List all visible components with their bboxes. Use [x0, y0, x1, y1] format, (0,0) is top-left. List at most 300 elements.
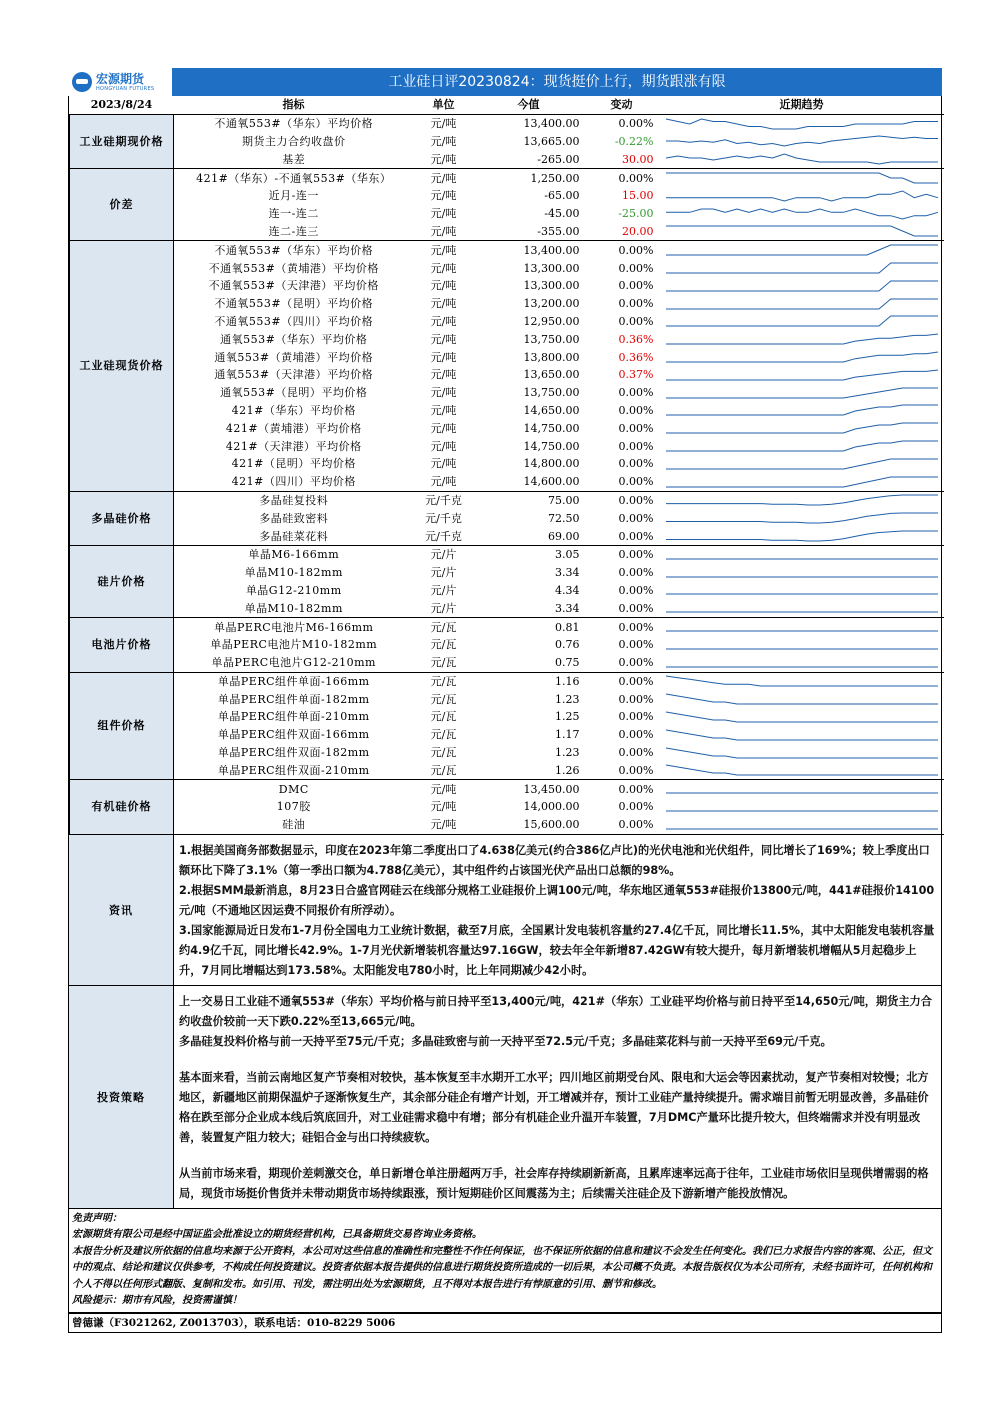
trend-sparkline	[660, 761, 944, 779]
sparkline-line	[666, 423, 938, 433]
trend-sparkline	[660, 241, 944, 259]
change-cell: 0.00%	[618, 583, 654, 597]
table-row	[70, 761, 944, 779]
change-cell: 0.00%	[618, 117, 654, 131]
sparkline-chart	[664, 243, 940, 257]
col-header-trend: 近期趋势	[660, 96, 944, 114]
trend-sparkline	[660, 708, 944, 726]
change-cell: 0.00%	[618, 710, 654, 724]
sparkline-chart	[664, 782, 940, 796]
indicator-name: 421#（华东）-不通氧553#（华东）	[196, 171, 392, 185]
table-row	[70, 114, 944, 132]
trend-sparkline	[660, 348, 944, 366]
indicator-name: 单晶PERC组件双面-166mm	[217, 728, 370, 742]
strategy-paragraph: 从当前市场来看，期现价差刺激交仓，单日新增仓单注册超两万手，社会库存持续刷新新高，且累库速率远高于往年，工业硅市场依旧呈现供增需弱的格局，现货市场挺价售货并未带动期货市场持续跟涨，预计短期硅价区间震荡为主；后续需关注硅企及下游新增产能投放情况。	[179, 1166, 929, 1200]
report-date: 2023/8/24	[70, 96, 174, 114]
table-row	[70, 259, 944, 277]
sparkline-chart	[664, 207, 940, 221]
change-cell: 0.00%	[618, 746, 654, 760]
price-table	[69, 96, 944, 835]
trend-sparkline	[660, 545, 944, 563]
trend-sparkline	[660, 672, 944, 690]
table-row	[70, 780, 944, 798]
indicator-name: 单晶M10-182mm	[174, 599, 414, 617]
unit-cell: 元/瓦	[430, 746, 457, 760]
sparkline-line	[666, 263, 938, 273]
change-cell: 0.00%	[618, 782, 654, 796]
table-row	[70, 187, 944, 205]
sparkline-chart	[664, 548, 940, 562]
indicator-name: 单晶PERC组件单面-210mm	[217, 710, 370, 724]
value-cell: 75.00	[548, 493, 580, 507]
sparkline-line	[666, 370, 938, 380]
unit-cell: 元/吨	[430, 189, 457, 203]
value-cell: 3.34	[555, 566, 580, 580]
indicator-name: 单晶PERC组件双面-210mm	[174, 761, 414, 779]
trend-sparkline	[660, 816, 944, 834]
sparkline-chart	[664, 297, 940, 311]
indicator-name: 421#（天津港）平均价格	[225, 439, 362, 453]
value-cell: 0.75	[474, 654, 584, 672]
trend-sparkline	[660, 223, 944, 241]
sparkline-line	[666, 281, 938, 291]
strategy-paragraph: 多晶硅复投料价格与前一天持平至75元/千克；多晶硅致密与前一天持平至72.5元/千克；多晶硅菜花料与前一天持平至69元/千克。	[179, 1034, 832, 1048]
sparkline-chart	[664, 350, 940, 364]
indicator-name: 期货主力合约收盘价	[242, 134, 346, 148]
report-page	[68, 68, 942, 1333]
unit-cell: 元/吨	[430, 439, 457, 453]
change-cell: 0.00%	[618, 297, 654, 311]
change-cell: 0.00%	[618, 439, 654, 453]
value-cell: 3.05	[555, 548, 580, 562]
unit-cell: 元/片	[430, 566, 457, 580]
category-label: 价差	[70, 169, 174, 241]
indicator-name: 多晶硅复投料	[259, 493, 329, 507]
value-cell: 4.34	[555, 583, 580, 597]
sparkline-chart	[664, 728, 940, 742]
table-row	[70, 455, 944, 473]
change-cell: 0.00%	[618, 243, 654, 257]
category-label: 多晶硅价格	[70, 491, 174, 545]
trend-sparkline	[660, 636, 944, 654]
value-cell: 13,650.00	[523, 368, 580, 382]
unit-cell: 元/吨	[430, 314, 457, 328]
sparkline-chart	[664, 511, 940, 525]
sparkline-chart	[664, 261, 940, 275]
unit-cell: 元/吨	[414, 223, 474, 241]
table-row	[70, 330, 944, 348]
logo-name: 宏源期货	[96, 71, 145, 86]
table-row	[70, 419, 944, 437]
category-label: 组件价格	[70, 672, 174, 780]
sparkline-line	[666, 245, 938, 255]
news-body	[174, 835, 941, 985]
value-cell: 1.23	[555, 692, 580, 706]
sparkline-chart	[664, 134, 940, 148]
trend-sparkline	[660, 509, 944, 527]
indicator-name: 单晶PERC电池片M6-166mm	[214, 620, 374, 634]
value-cell: 14,800.00	[523, 457, 580, 471]
sparkline-chart	[664, 421, 940, 435]
change-cell: 0.00%	[618, 728, 654, 742]
change-cell: 0.00%	[584, 599, 660, 617]
change-cell: 0.00%	[618, 511, 654, 525]
sparkline-line	[666, 477, 938, 487]
indicator-name: 421#（昆明）平均价格	[231, 457, 356, 471]
sparkline-line	[666, 694, 938, 704]
change-cell: 0.00%	[618, 800, 654, 814]
table-row	[70, 690, 944, 708]
news-item: 1.根据美国商务部数据显示，印度在2023年第二季度出口了4.638亿美元(约合386亿卢比)的光伏电池和光伏组件，同比增长了169%；较上季度出口额环比下降了3.1%（第一季出口额为4.788亿美元），其中组件约占该国光伏产品出口总额的98%。	[179, 843, 930, 877]
change-cell: 0.00%	[618, 386, 654, 400]
trend-sparkline	[660, 491, 944, 509]
change-cell: 0.00%	[618, 566, 654, 580]
value-cell: 13,200.00	[523, 297, 580, 311]
change-cell: 0.00%	[584, 816, 660, 834]
trend-sparkline	[660, 402, 944, 420]
col-header-value: 今值	[474, 96, 584, 114]
sparkline-line	[666, 459, 938, 469]
change-cell: 0.00%	[618, 548, 654, 562]
strategy-section	[68, 986, 942, 1209]
sparkline-line	[666, 748, 938, 758]
value-cell: 13,800.00	[523, 350, 580, 364]
indicator-name: 107胶	[276, 800, 311, 814]
category-label: 工业硅现货价格	[70, 241, 174, 491]
sparkline-line	[666, 299, 938, 309]
disclaimer	[68, 1209, 942, 1313]
value-cell: 14,000.00	[523, 800, 580, 814]
trend-sparkline	[660, 618, 944, 636]
trend-sparkline	[660, 150, 944, 168]
indicator-name: 不通氧553#（昆明）平均价格	[214, 297, 374, 311]
unit-cell: 元/吨	[430, 457, 457, 471]
sparkline-line	[666, 765, 938, 775]
change-cell: 0.36%	[618, 350, 654, 364]
change-cell: 0.00%	[618, 620, 654, 634]
unit-cell: 元/吨	[430, 800, 457, 814]
sparkline-chart	[664, 314, 940, 328]
unit-cell: 元/吨	[430, 117, 457, 131]
indicator-name: 连一-连二	[268, 207, 319, 221]
sparkline-chart	[664, 493, 940, 507]
sparkline-line	[666, 136, 938, 146]
table-row	[70, 798, 944, 816]
change-cell: 0.00%	[618, 171, 654, 185]
trend-sparkline	[660, 277, 944, 295]
indicator-name: DMC	[278, 782, 309, 796]
unit-cell: 元/瓦	[430, 674, 457, 688]
value-cell: 15,600.00	[474, 816, 584, 834]
table-row	[70, 366, 944, 384]
value-cell: 14,600.00	[474, 473, 584, 491]
change-cell: 0.00%	[618, 674, 654, 688]
change-cell: 0.00%	[618, 261, 654, 275]
trend-sparkline	[660, 690, 944, 708]
trend-sparkline	[660, 564, 944, 582]
sparkline-line	[666, 173, 938, 183]
value-cell: -45.00	[544, 207, 580, 221]
change-cell: 0.00%	[618, 314, 654, 328]
indicator-name: 单晶PERC组件单面-182mm	[217, 692, 370, 706]
indicator-name: 单晶PERC电池片M10-182mm	[210, 638, 378, 652]
sparkline-chart	[664, 189, 940, 203]
value-cell: 14,650.00	[523, 403, 580, 417]
change-cell: 0.00%	[584, 654, 660, 672]
unit-cell: 元/吨	[414, 150, 474, 168]
disclaimer-line: 风险提示：期市有风险，投资需谨慎！	[72, 1295, 242, 1307]
table-row	[70, 726, 944, 744]
table-row	[70, 491, 944, 509]
strategy-paragraph: 上一交易日工业硅不通氧553#（华东）平均价格与前日持平至13,400元/吨，421#（华东）工业硅平均价格与前日持平至14,650元/吨，期货主力合约收盘价较前一天下跌0.22%至13,665元/吨。	[179, 994, 932, 1028]
sparkline-line	[666, 531, 938, 541]
table-row	[70, 473, 944, 491]
category-label: 硅片价格	[70, 545, 174, 617]
company-logo	[68, 68, 172, 96]
trend-sparkline	[660, 654, 944, 672]
trend-sparkline	[660, 437, 944, 455]
table-row	[70, 816, 944, 834]
value-cell: 12,950.00	[523, 314, 580, 328]
indicator-name: 421#（黄埔港）平均价格	[225, 421, 362, 435]
report-header	[68, 68, 942, 96]
logo-mark-icon	[72, 72, 92, 92]
value-cell: 13,750.00	[523, 332, 580, 346]
sparkline-line	[666, 730, 938, 740]
logo-subtitle: HONGYUAN FUTURES	[96, 85, 155, 92]
sparkline-line	[666, 676, 938, 686]
indicator-name: 近月-连一	[268, 189, 319, 203]
change-cell: 0.00%	[618, 403, 654, 417]
sparkline-chart	[664, 529, 940, 543]
unit-cell: 元/吨	[430, 386, 457, 400]
value-cell: -65.00	[544, 189, 580, 203]
table-row	[70, 618, 944, 636]
table-row	[70, 169, 944, 187]
unit-cell: 元/吨	[430, 297, 457, 311]
table-row	[70, 708, 944, 726]
sparkline-chart	[664, 746, 940, 760]
value-cell: -265.00	[474, 150, 584, 168]
unit-cell: 元/千克	[425, 511, 462, 525]
unit-cell: 元/吨	[430, 421, 457, 435]
table-row	[70, 205, 944, 223]
trend-sparkline	[660, 419, 944, 437]
unit-cell: 元/瓦	[414, 761, 474, 779]
unit-cell: 元/瓦	[430, 692, 457, 706]
sparkline-chart	[664, 800, 940, 814]
trend-sparkline	[660, 366, 944, 384]
change-cell: 0.00%	[618, 421, 654, 435]
unit-cell: 元/吨	[430, 243, 457, 257]
trend-sparkline	[660, 187, 944, 205]
unit-cell: 元/吨	[430, 171, 457, 185]
value-cell: 13,665.00	[523, 134, 580, 148]
unit-cell: 元/吨	[430, 332, 457, 346]
indicator-name: 通氧553#（天津港）平均价格	[214, 368, 374, 382]
sparkline-chart	[664, 763, 940, 777]
unit-cell: 元/片	[414, 599, 474, 617]
sparkline-line	[666, 513, 938, 523]
sparkline-line	[666, 119, 938, 129]
table-row	[70, 744, 944, 762]
sparkline-chart	[664, 368, 940, 382]
unit-cell: 元/千克	[425, 493, 462, 507]
value-cell: 0.81	[555, 620, 580, 634]
sparkline-line	[666, 316, 938, 326]
indicator-name: 不通氧553#（黄埔港）平均价格	[208, 261, 379, 275]
unit-cell: 元/吨	[430, 403, 457, 417]
disclaimer-line: 本报告分析及建议所依据的信息均来源于公开资料，本公司对这些信息的准确性和完整性不作任何保证，也不保证所依据的信息和建议不会发生任何变化。我们已力求报告内容的客观、公正，但文中的观点、结论和建议仅供参考，不构成任何投资建议。投资者依据本报告提供的信息进行期货投资所造成的一切后果，本公司概不负责。本报告版权仅为本公司所有，未经书面许可，任何机构和个人不得以任何形式翻版、复制和发布。如引用、刊发，需注明出处为宏源期货，且不得对本报告进行有悖原意的引用、删节和修改。	[72, 1245, 932, 1290]
table-row	[70, 509, 944, 527]
unit-cell: 元/吨	[430, 350, 457, 364]
unit-cell: 元/瓦	[414, 654, 474, 672]
change-cell: 30.00	[584, 150, 660, 168]
unit-cell: 元/吨	[430, 207, 457, 221]
sparkline-line	[666, 226, 938, 236]
trend-sparkline	[660, 114, 944, 132]
value-cell: 0.76	[555, 638, 580, 652]
change-cell: 0.00%	[584, 527, 660, 545]
table-row	[70, 133, 944, 151]
sparkline-line	[666, 209, 938, 219]
change-cell: 0.00%	[584, 473, 660, 491]
table-row	[70, 313, 944, 331]
table-row	[70, 348, 944, 366]
category-label: 工业硅期现价格	[70, 114, 174, 168]
unit-cell: 元/瓦	[430, 710, 457, 724]
table-row	[70, 295, 944, 313]
sparkline-chart	[664, 692, 940, 706]
sparkline-chart	[664, 601, 940, 615]
sparkline-chart	[664, 818, 940, 832]
sparkline-chart	[664, 386, 940, 400]
trend-sparkline	[660, 582, 944, 600]
table-row	[70, 223, 944, 241]
trend-sparkline	[660, 205, 944, 223]
sparkline-chart	[664, 475, 940, 489]
indicator-name: 硅油	[174, 816, 414, 834]
value-cell: 1.25	[555, 710, 580, 724]
sparkline-line	[666, 334, 938, 344]
change-cell: 0.36%	[618, 332, 654, 346]
table-row	[70, 437, 944, 455]
sparkline-chart	[664, 710, 940, 724]
indicator-name: 单晶M10-182mm	[244, 566, 343, 580]
trend-sparkline	[660, 313, 944, 331]
unit-cell: 元/吨	[430, 782, 457, 796]
change-cell: 20.00	[584, 223, 660, 241]
sparkline-line	[666, 388, 938, 398]
sparkline-chart	[664, 224, 940, 238]
indicator-name: 连二-连三	[174, 223, 414, 241]
news-section	[68, 835, 942, 986]
unit-cell: 元/瓦	[430, 620, 457, 634]
sparkline-chart	[664, 279, 940, 293]
unit-cell: 元/吨	[414, 473, 474, 491]
change-cell: 0.37%	[618, 368, 654, 382]
value-cell: 1.26	[474, 761, 584, 779]
indicator-name: 多晶硅致密料	[259, 511, 329, 525]
unit-cell: 元/片	[430, 548, 457, 562]
strategy-body	[174, 986, 941, 1208]
value-cell: 14,750.00	[523, 421, 580, 435]
trend-sparkline	[660, 599, 944, 617]
strategy-paragraph: 基本面来看，当前云南地区复产节奏相对较快，基本恢复至丰水期开工水平；四川地区前期受台风、限电和大运会等因素扰动，复产节奏相对较慢；北方地区，新疆地区前期保温炉子逐渐恢复生产，其余部分硅企有增产计划，开工增减并存，预计工业硅产量持续提升。需求端目前暂无明显改善，多晶硅价格在跌至部分企业成本线后筑底回升，对工业硅需求稳中有增；部分有机硅企业升温开车装置，7月DMC产量环比提升较大，但终端需求并没有明显改善，装置复产阻力较大；硅铝合金与出口持续疲软。	[179, 1070, 929, 1144]
indicator-name: 多晶硅菜花料	[174, 527, 414, 545]
unit-cell: 元/吨	[414, 816, 474, 834]
sparkline-chart	[664, 620, 940, 634]
value-cell: -355.00	[474, 223, 584, 241]
news-category: 资讯	[69, 835, 174, 985]
value-cell: 13,300.00	[523, 261, 580, 275]
sparkline-chart	[664, 332, 940, 346]
table-row	[70, 241, 944, 259]
change-cell: 0.00%	[618, 457, 654, 471]
unit-cell: 元/瓦	[430, 638, 457, 652]
change-cell: 15.00	[622, 189, 654, 203]
value-cell: 1.23	[555, 746, 580, 760]
sparkline-chart	[664, 439, 940, 453]
value-cell: 13,450.00	[523, 782, 580, 796]
value-cell: 3.34	[474, 599, 584, 617]
indicator-name: 421#（华东）平均价格	[231, 403, 356, 417]
sparkline-line	[666, 154, 938, 164]
indicator-name: 通氧553#（昆明）平均价格	[220, 386, 368, 400]
indicator-name: 单晶PERC电池片G12-210mm	[174, 654, 414, 672]
table-row	[70, 545, 944, 563]
value-cell: 13,400.00	[523, 243, 580, 257]
trend-sparkline	[660, 295, 944, 313]
table-row	[70, 599, 944, 617]
change-cell: 0.00%	[584, 761, 660, 779]
indicator-name: 通氧553#（黄埔港）平均价格	[214, 350, 374, 364]
sparkline-chart	[664, 674, 940, 688]
indicator-name: 通氧553#（华东）平均价格	[220, 332, 368, 346]
col-header-indicator: 指标	[174, 96, 414, 114]
sparkline-chart	[664, 638, 940, 652]
trend-sparkline	[660, 133, 944, 151]
indicator-name: 421#（四川）平均价格	[174, 473, 414, 491]
table-row	[70, 384, 944, 402]
sparkline-chart	[664, 171, 940, 185]
trend-sparkline	[660, 780, 944, 798]
change-cell: 0.00%	[618, 638, 654, 652]
unit-cell: 元/片	[430, 583, 457, 597]
sparkline-chart	[664, 403, 940, 417]
indicator-name: 不通氧553#（天津港）平均价格	[208, 279, 379, 293]
sparkline-chart	[664, 583, 940, 597]
unit-cell: 元/千克	[414, 527, 474, 545]
price-table-frame	[68, 96, 942, 835]
value-cell: 1.17	[555, 728, 580, 742]
indicator-name: 单晶M6-166mm	[248, 548, 340, 562]
col-header-unit: 单位	[414, 96, 474, 114]
trend-sparkline	[660, 169, 944, 187]
news-item: 3.国家能源局近日发布1-7月份全国电力工业统计数据，截至7月底，全国累计发电装机容量约27.4亿千瓦，同比增长11.5%，其中太阳能发电装机容量约4.9亿千瓦，同比增长42.9%。1-7月光伏新增装机容量达97.16GW，较去年全年新增87.42GW有较大提升，每月新增装机增幅从5月起稳步上升，7月同比增幅达到173.58%。太阳能发电780小时，比上年同期减少42小时。	[179, 923, 935, 977]
table-row	[70, 654, 944, 672]
trend-sparkline	[660, 726, 944, 744]
strategy-category: 投资策略	[69, 986, 174, 1208]
indicator-name: 基差	[174, 150, 414, 168]
indicator-name: 单晶PERC组件双面-182mm	[217, 746, 370, 760]
table-row	[70, 582, 944, 600]
sparkline-line	[666, 191, 938, 201]
value-cell: 1.16	[555, 674, 580, 688]
analyst-contact: 曾德谦（F3021262, Z0013703），联系电话：010-8229 5006	[68, 1313, 942, 1333]
sparkline-line	[666, 352, 938, 362]
unit-cell: 元/吨	[430, 368, 457, 382]
